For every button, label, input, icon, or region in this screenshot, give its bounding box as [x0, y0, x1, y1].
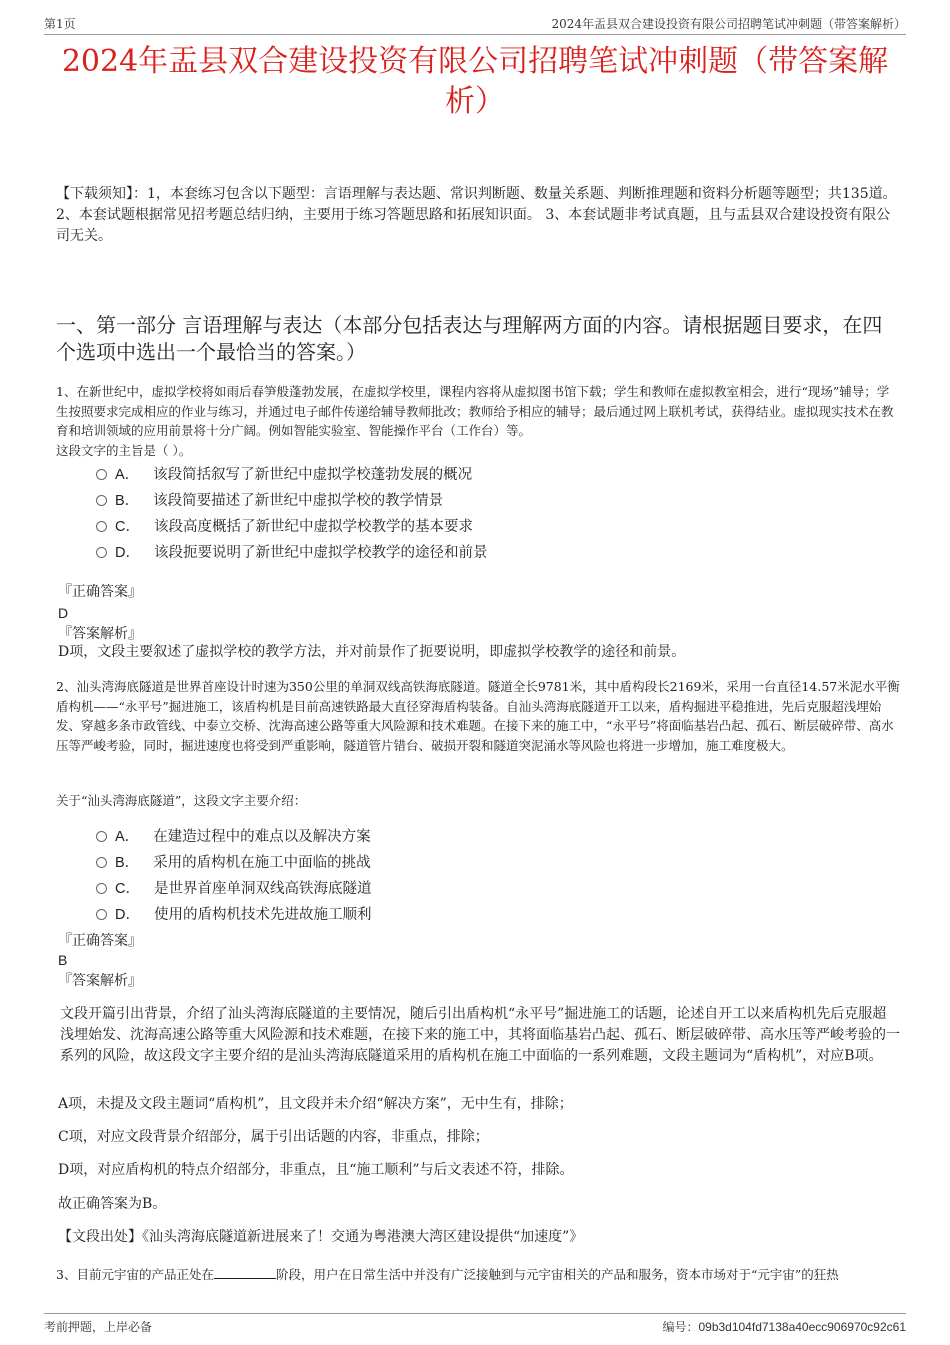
question-2-text: 2、汕头湾海底隧道是世界首座设计时速为350公里的单洞双线高铁海底隧道。隧道全长9781米，其中盾构段长2169米，采用一台直径14.57米泥水平衡盾构机——“永平号”掘进施工，该盾构机是目前高速铁路最大直径穿海盾构装备。自汕头湾海底隧道开工以来，盾构掘进平稳推进，先后克服超浅埋始发、穿越多条市政管线、中泰立交桥、沈海高速公路等重大风险源和技术难题。在接下来的施工中，“永平号”将面临基岩凸起、孤石、断层破碎带、高水压等严峻考验，同时，掘进速度也将受到严重影响，隧道管片错台、破损开裂和隧道突泥涌水等风险也将进一步增加，施工难度极大。 [56, 679, 900, 753]
option-d[interactable]: D． 该段扼要说明了新世纪中虚拟学校教学的途径和前景 [96, 540, 487, 566]
radio-icon[interactable] [96, 547, 107, 558]
radio-icon[interactable] [96, 883, 107, 894]
analysis-label: 『答案解析』 [58, 973, 142, 989]
radio-icon[interactable] [96, 469, 107, 480]
page-footer [44, 1313, 906, 1336]
analysis-paragraph: C项，对应文段背景介绍部分，属于引出话题的内容，非重点，排除； [58, 1129, 489, 1145]
option-b[interactable]: B． 该段简要描述了新世纪中虚拟学校的教学情景 [96, 488, 487, 514]
download-notice: 【下载须知】：1，本套练习包含以下题型：言语理解与表达题、常识判断题、数量关系题、判断推理题和资料分析题等题型；共135道。 2、本套试题根据常见招考题总结归纳，主要用于练习答题思路和拓展知识面。 3、本套试题非考试真题，且与盂县双合建设投资有限公司无关。 [56, 186, 897, 244]
page-header [44, 12, 906, 35]
question-1-text: 1、在新世纪中，虚拟学校将如雨后春笋般蓬勃发展，在虚拟学校里，课程内容将从虚拟图书馆下载；学生和教师在虚拟教室相会，进行“现场”辅导；学生按照要求完成相应的作业与练习，并通过电子邮件传递给辅导教师批改；教师给予相应的辅导；最后通过网上联机考试，获得结业。虚拟现实技术在教育和培训领域的应用前景将十分广阔。例如智能实验室、智能操作平台（工作台）等。 [56, 384, 894, 438]
footer-slogan: 考前押题，上岸必备 [44, 1320, 153, 1334]
page-title: 2024年盂县双合建设投资有限公司招聘笔试冲刺题（带答案解析） [61, 44, 889, 119]
radio-icon[interactable] [96, 831, 107, 842]
analysis-paragraph: 文段开篇引出背景，介绍了汕头湾海底隧道的主要情况，随后引出盾构机“永平号”掘进施工的话题，论述自开工以来盾构机先后克服超浅埋始发、沈海高速公路等重大风险源和技术难题，在接下来的施工中，其将面临基岩凸起、孤石、断层破碎带、高水压等严峻考验的一系列的风险，故这段文字主要介绍的是汕头湾海底隧道采用的盾构机在施工中面临的一系列难题，文段主题词为“盾构机”，对应B项。 [60, 1006, 900, 1064]
option-a[interactable]: A． 在建造过程中的难点以及解决方案 [96, 824, 371, 850]
question-3-text: 3、目前元宇宙的产品正处在 阶段，用户在日常生活中并没有广泛接触到与元宇宙相关的产品和服务，资本市场对于“元宇宙”的狂热 [56, 1267, 839, 1282]
question-1-options [96, 462, 487, 566]
analysis-label: 『答案解析』 [58, 626, 142, 642]
page-number: 第1页 [44, 17, 76, 31]
option-a[interactable]: A． 该段简括叙写了新世纪中虚拟学校蓬勃发展的概况 [96, 462, 487, 488]
radio-icon[interactable] [96, 521, 107, 532]
answer-value: B [58, 952, 68, 968]
section-heading: 一、第一部分 言语理解与表达（本部分包括表达与理解两方面的内容。请根据题目要求，在四个选项中选出一个最恰当的答案。） [56, 313, 883, 364]
option-d[interactable]: D． 使用的盾构机技术先进故施工顺利 [96, 902, 371, 928]
question-1-prompt: 这段文字的主旨是（ ）。 [56, 443, 192, 458]
analysis-text: D项，文段主要叙述了虚拟学校的教学方法，并对前景作了扼要说明，即虚拟学校教学的途径和前景。 [58, 644, 686, 660]
analysis-paragraph: D项，对应盾构机的特点介绍部分，非重点，且“施工顺利”与后文表述不符，排除。 [58, 1162, 574, 1178]
answer-label: 『正确答案』 [58, 584, 142, 600]
radio-icon[interactable] [96, 857, 107, 868]
radio-icon[interactable] [96, 909, 107, 920]
option-b[interactable]: B． 采用的盾构机在施工中面临的挑战 [96, 850, 371, 876]
option-c[interactable]: C． 是世界首座单洞双线高铁海底隧道 [96, 876, 371, 902]
source-citation: 【文段出处】《汕头湾海底隧道新进展来了！交通为粤港澳大湾区建设提供“加速度”》 [58, 1229, 584, 1245]
option-c[interactable]: C． 该段高度概括了新世纪中虚拟学校教学的基本要求 [96, 514, 487, 540]
radio-icon[interactable] [96, 495, 107, 506]
analysis-paragraph: 故正确答案为B。 [58, 1196, 167, 1212]
analysis-paragraph: A项，未提及文段主题词“盾构机”，且文段并未介绍“解决方案”，无中生有，排除； [58, 1096, 573, 1112]
header-doc-title: 2024年盂县双合建设投资有限公司招聘笔试冲刺题（带答案解析） [551, 17, 906, 31]
answer-value: D [58, 605, 69, 621]
fill-blank [214, 1266, 276, 1279]
question-2-options [96, 824, 371, 928]
answer-label: 『正确答案』 [58, 933, 142, 949]
document-code: 编号：09b3d104fd7138a40ecc906970c92c61 [662, 1320, 906, 1334]
question-2-prompt: 关于“汕头湾海底隧道”，这段文字主要介绍： [56, 793, 307, 808]
